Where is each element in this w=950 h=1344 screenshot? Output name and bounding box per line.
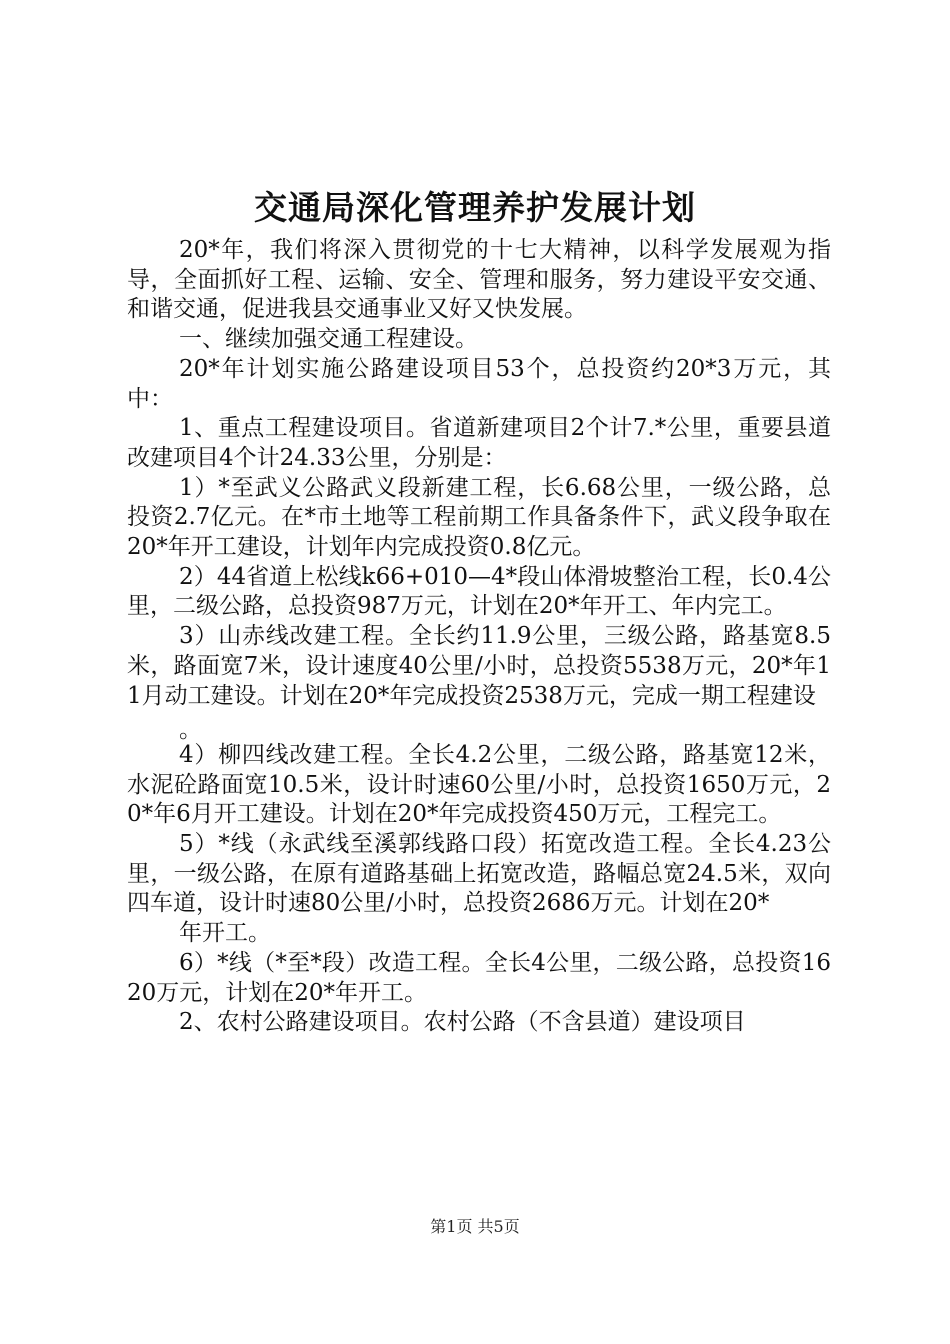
document-body (127, 236, 831, 1038)
paragraph-item-5-continued: 年开工。 (179, 920, 271, 947)
paragraph-item-4: 4）柳四线改建工程。全长4.2公里，二级公路，路基宽12米，水泥砼路面宽10.5米，设计时速60公里/小时，总投资1650万元，20*年6月开工建设。计划在20*年完成投资450万元，工程完工。 (127, 741, 831, 828)
paragraph-plan-summary: 20*年计划实施公路建设项目53个，总投资约20*3万元，其中： (127, 355, 831, 412)
paragraph-stray-period: 。 (179, 717, 202, 744)
paragraph-item-2: 2）44省道上松线k66+010—4*段山体滑坡整治工程，长0.4公里，二级公路，总投资987万元，计划在20*年开工、年内完工。 (127, 563, 831, 620)
document-title: 交通局深化管理养护发展计划 (254, 188, 696, 227)
paragraph-item-5: 5）*线（永武线至溪郭线路口段）拓宽改造工程。全长4.23公里，一级公路，在原有道路基础上拓宽改造，路幅总宽24.5米，双向四车道，设计时速80公里/小时，总投资2686万元。计划在20* (127, 831, 831, 917)
paragraph-item-6: 6）*线（*至*段）改造工程。全长4公里，二级公路，总投资1620万元，计划在20*年开工。 (127, 949, 831, 1006)
paragraph-key-projects: 1、重点工程建设项目。省道新建项目2个计7.*公里，重要县道改建项目4个计24.33公里，分别是： (127, 415, 831, 471)
paragraph-intro: 20*年，我们将深入贯彻党的十七大精神，以科学发展观为指导，全面抓好工程、运输、安全、管理和服务，努力建设平安交通、和谐交通，促进我县交通事业又好又快发展。 (127, 237, 831, 323)
paragraph-section-heading: 一、继续加强交通工程建设。 (179, 326, 478, 353)
paragraph-item-1: 1）*至武义公路武义段新建工程，长6.68公里，一级公路，总投资2.7亿元。在*市土地等工程前期工作具备条件下，武义段争取在20*年开工建设，计划年内完成投资0.8亿元。 (127, 474, 831, 561)
page-footer: 第1页 共5页 (430, 1217, 520, 1236)
paragraph-item-3: 3）山赤线改建工程。全长约11.9公里，三级公路，路基宽8.5米，路面宽7米，设计速度40公里/小时，总投资5538万元，20*年11月动工建设。计划在20*年完成投资2538万元，完成一期工程建设 (127, 623, 831, 709)
paragraph-rural-projects: 2、农村公路建设项目。农村公路（不含县道）建设项目 (179, 1009, 746, 1036)
